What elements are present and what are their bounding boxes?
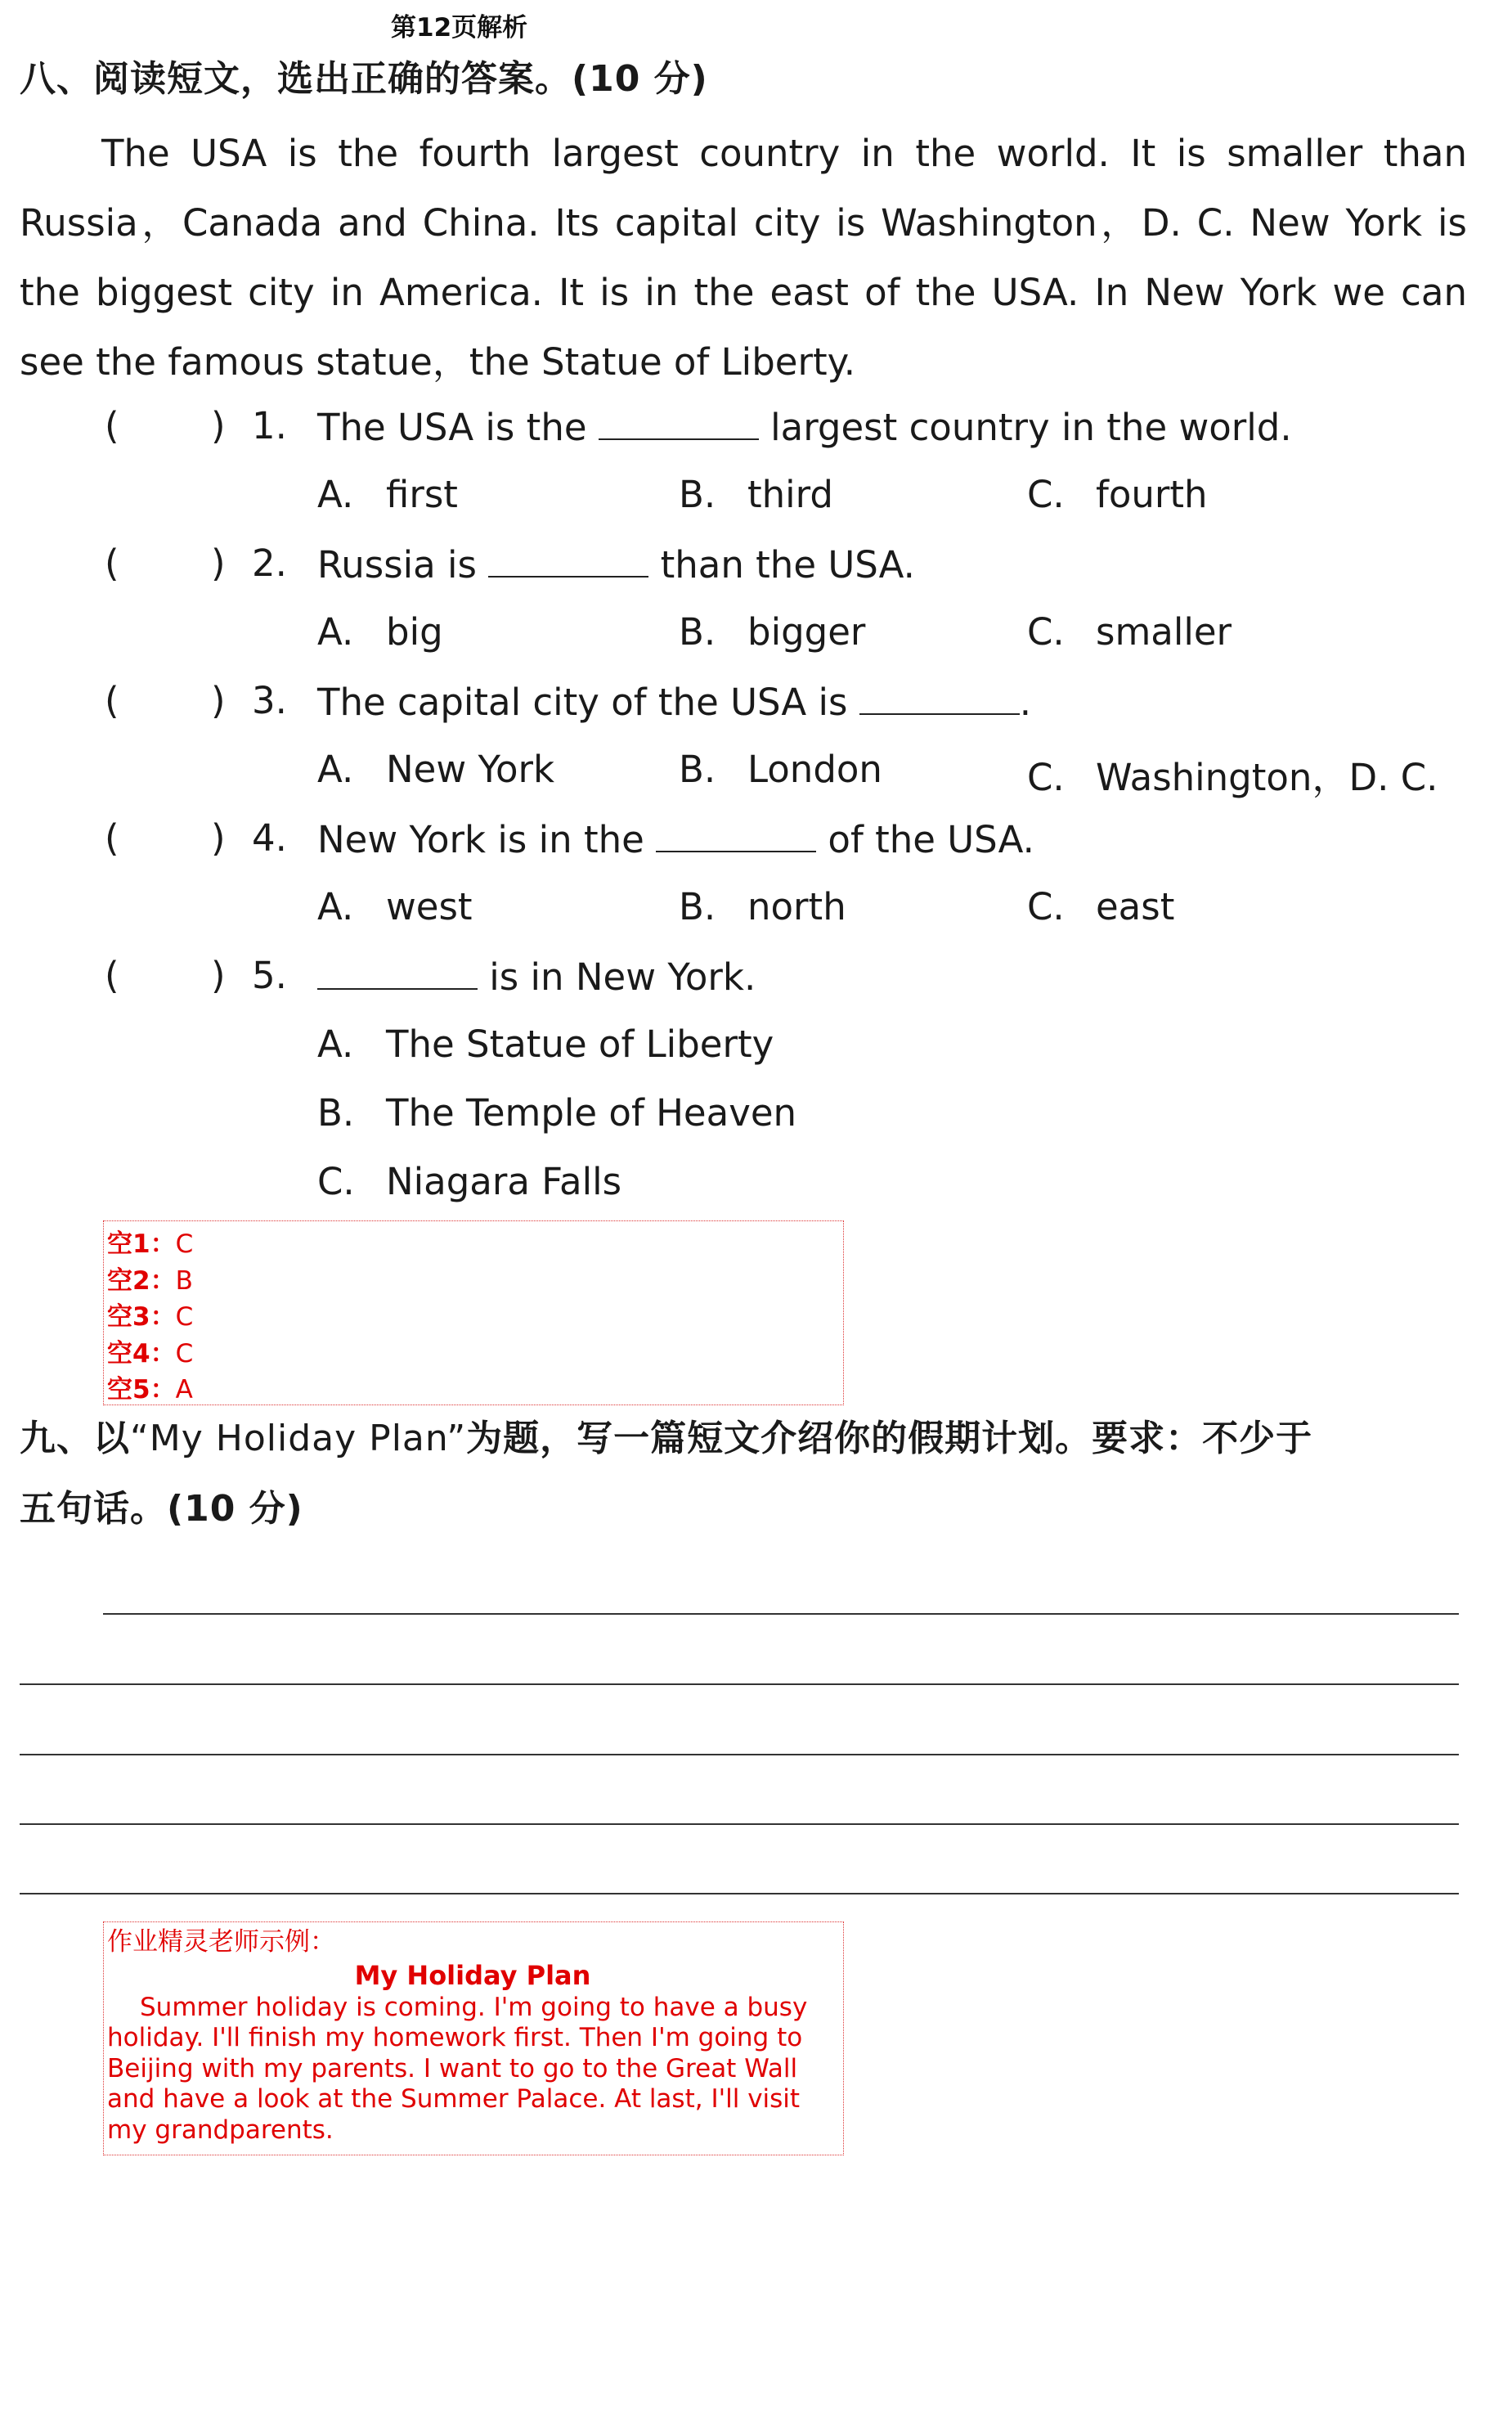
option-text: bigger bbox=[747, 610, 866, 654]
answer-label: 空5： bbox=[107, 1375, 176, 1405]
answer-paren-open: ( bbox=[105, 816, 119, 860]
question-number: 5. bbox=[252, 954, 287, 997]
fill-blank bbox=[488, 542, 648, 578]
sample-title: My Holiday Plan bbox=[354, 1959, 591, 1991]
answer-row bbox=[107, 1226, 843, 1263]
question-text bbox=[317, 542, 915, 587]
fill-blank bbox=[859, 679, 1020, 715]
question-text bbox=[317, 404, 1292, 449]
option-letter: B. bbox=[679, 748, 716, 791]
passage-text: The USA is the fourth largest country in the world. It is smaller than Russia，Canada and China. Its capital city is Washington，D. C. New York is the biggest city in America. It is in the east of the USA. In New York we can see the famous statue，the Statue of Liberty. bbox=[20, 132, 1467, 384]
answer-paren-close: ) bbox=[211, 954, 226, 997]
option-text: Niagara Falls bbox=[386, 1160, 622, 1203]
option-a bbox=[317, 1022, 774, 1066]
section9-heading-part: 九、以 bbox=[20, 1418, 130, 1459]
option-c bbox=[317, 1160, 621, 1203]
option-letter: A. bbox=[317, 473, 354, 516]
option-letter: B. bbox=[317, 1091, 355, 1135]
question-number: 3. bbox=[252, 679, 287, 722]
question-number: 4. bbox=[252, 816, 287, 860]
option-a bbox=[317, 885, 473, 928]
question-text-before: New York is in the bbox=[317, 818, 657, 861]
option-letter: B. bbox=[679, 610, 716, 654]
answer-paren-close: ) bbox=[211, 816, 226, 860]
option-a bbox=[317, 748, 554, 791]
question-number: 2. bbox=[252, 542, 287, 585]
answer-paren-open: ( bbox=[105, 679, 119, 722]
fill-blank bbox=[656, 816, 816, 852]
writing-line bbox=[20, 1823, 1459, 1825]
option-letter: A. bbox=[317, 885, 354, 928]
answer-value: C bbox=[175, 1302, 194, 1332]
option-text: London bbox=[747, 748, 882, 791]
option-b bbox=[679, 473, 833, 516]
answer-label: 空2： bbox=[107, 1265, 176, 1296]
option-a bbox=[317, 473, 458, 516]
section9-heading-line1 bbox=[20, 1409, 1312, 1461]
option-letter: A. bbox=[317, 748, 354, 791]
option-text: The Temple of Heaven bbox=[386, 1091, 797, 1135]
option-c bbox=[1027, 610, 1232, 654]
section9-heading-part: 为题，写一篇短文介绍你的假期计划。要求：不少于 bbox=[466, 1418, 1313, 1459]
option-letter: C. bbox=[1027, 610, 1065, 654]
page-title: 第12页解析 bbox=[391, 13, 528, 43]
question-text bbox=[317, 816, 1034, 861]
option-c bbox=[1027, 885, 1174, 928]
answer-paren-close: ) bbox=[211, 542, 226, 585]
answer-label: 空3： bbox=[107, 1302, 176, 1332]
answer-row bbox=[107, 1336, 843, 1373]
fill-blank bbox=[317, 954, 478, 990]
writing-line bbox=[20, 1683, 1459, 1685]
answer-value: C bbox=[175, 1338, 194, 1369]
option-a bbox=[317, 610, 443, 654]
section9-topic: “My Holiday Plan” bbox=[130, 1418, 467, 1459]
question-text-after: largest country in the world. bbox=[758, 406, 1292, 449]
option-letter: A. bbox=[317, 1022, 354, 1066]
sample-label: 作业精灵老师示例： bbox=[107, 1927, 335, 1957]
option-letter: C. bbox=[1027, 885, 1065, 928]
writing-line bbox=[20, 1754, 1459, 1755]
question-text-after: than the USA. bbox=[648, 543, 915, 587]
option-letter: C. bbox=[1027, 473, 1065, 516]
question-text bbox=[317, 954, 756, 999]
option-c bbox=[1027, 473, 1208, 516]
answer-value: C bbox=[175, 1229, 194, 1259]
question-text-before: Russia is bbox=[317, 543, 489, 587]
option-letter: B. bbox=[679, 473, 716, 516]
answer-key-box bbox=[103, 1220, 844, 1405]
option-text: The Statue of Liberty bbox=[386, 1022, 774, 1066]
option-b bbox=[679, 885, 846, 928]
question-text-after: . bbox=[1019, 681, 1032, 724]
section8-heading: 八、阅读短文，选出正确的答案。(10 分) bbox=[20, 58, 708, 100]
question-text-after: is in New York. bbox=[478, 955, 756, 999]
answer-paren-open: ( bbox=[105, 954, 119, 997]
answer-paren-open: ( bbox=[105, 542, 119, 585]
fill-blank bbox=[599, 404, 759, 440]
reading-passage bbox=[20, 119, 1467, 397]
answer-label: 空1： bbox=[107, 1229, 176, 1259]
question-text-before: The capital city of the USA is bbox=[317, 681, 859, 724]
option-letter: C. bbox=[317, 1160, 355, 1203]
option-text: first bbox=[386, 473, 458, 516]
option-text: smaller bbox=[1096, 610, 1232, 654]
option-b bbox=[317, 1091, 796, 1135]
sample-body: Summer holiday is coming. I'm going to have a busy holiday. I'll finish my homework first. Then I'm going to Beijing with my parents. I want to go to the Great Wall and have a look at the Summer Palace. At last, I'll visit my grandparents. bbox=[107, 1992, 808, 2145]
option-text: big bbox=[386, 610, 443, 654]
option-b bbox=[679, 748, 882, 791]
option-b bbox=[679, 610, 865, 654]
option-text: east bbox=[1096, 885, 1175, 928]
writing-line bbox=[103, 1613, 1459, 1615]
section9-heading-line2: 五句话。(10 分) bbox=[20, 1488, 303, 1530]
option-letter: B. bbox=[679, 885, 716, 928]
answer-label: 空4： bbox=[107, 1338, 176, 1369]
option-text: north bbox=[747, 885, 846, 928]
answer-paren-close: ) bbox=[211, 404, 226, 447]
option-c bbox=[1027, 748, 1438, 801]
option-text: third bbox=[747, 473, 833, 516]
option-text: west bbox=[386, 885, 473, 928]
answer-row bbox=[107, 1263, 843, 1300]
answer-row bbox=[107, 1372, 843, 1409]
answer-row bbox=[107, 1299, 843, 1336]
sample-answer-box bbox=[103, 1921, 844, 2155]
option-text: New York bbox=[386, 748, 555, 791]
option-letter: C. bbox=[1027, 756, 1065, 799]
answer-value: A bbox=[175, 1375, 193, 1405]
question-text-after: of the USA. bbox=[816, 818, 1034, 861]
option-text: fourth bbox=[1096, 473, 1208, 516]
question-text-before: The USA is the bbox=[317, 406, 599, 449]
question-text bbox=[317, 679, 1031, 724]
answer-value: B bbox=[175, 1265, 193, 1296]
question-number: 1. bbox=[252, 404, 287, 447]
answer-paren-open: ( bbox=[105, 404, 119, 447]
writing-line bbox=[20, 1893, 1459, 1894]
option-letter: A. bbox=[317, 610, 354, 654]
option-text: Washington，D. C. bbox=[1096, 756, 1438, 799]
answer-paren-close: ) bbox=[211, 679, 226, 722]
